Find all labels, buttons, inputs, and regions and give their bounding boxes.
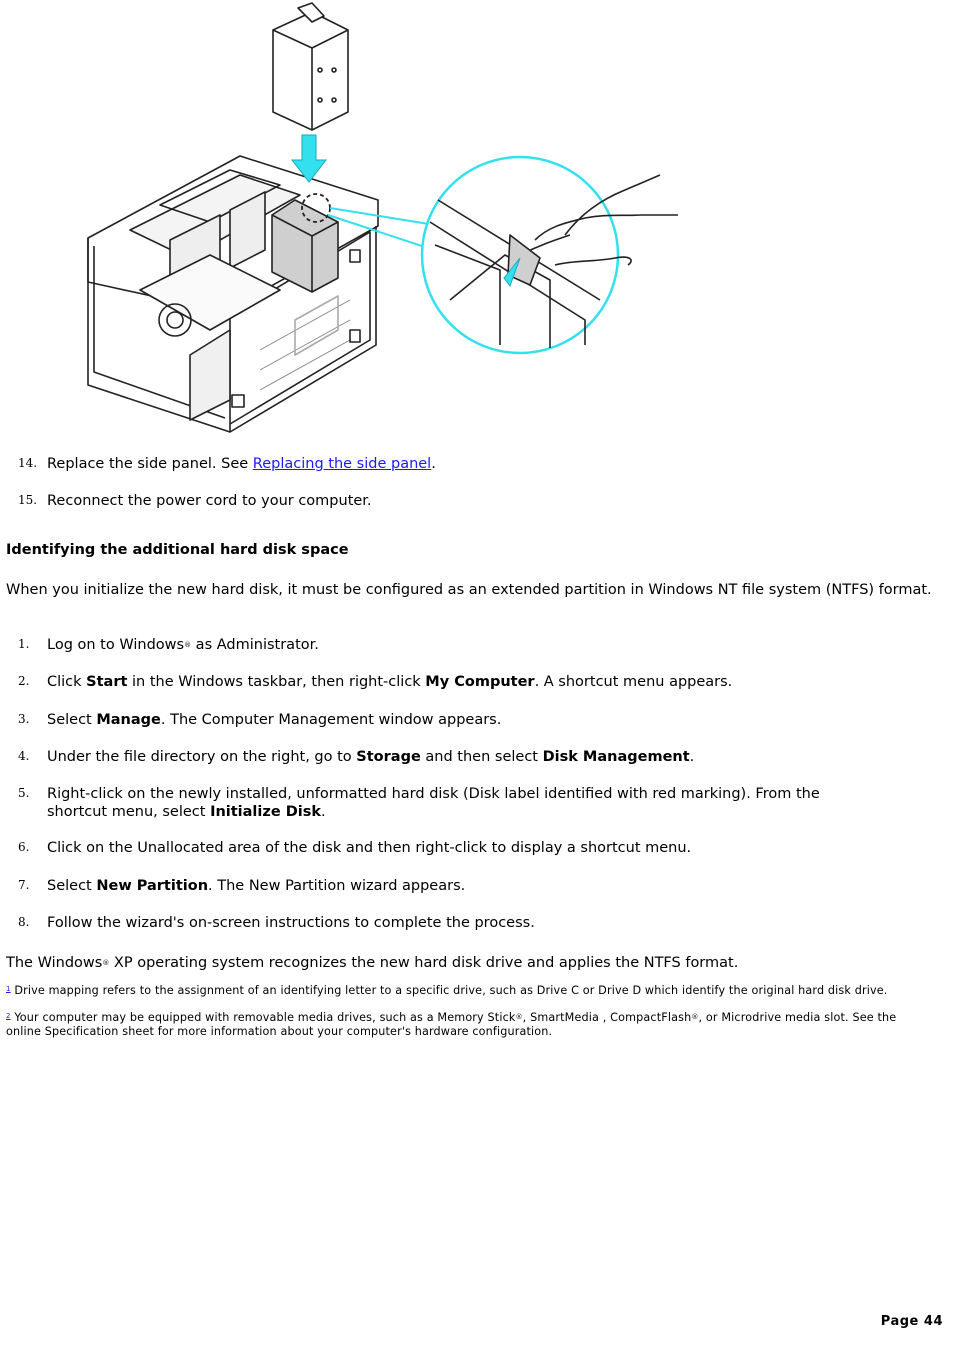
page-number: Page 44	[880, 1314, 943, 1329]
footnote-2-marker[interactable]: 2	[6, 1012, 11, 1020]
replacing-side-panel-link[interactable]: Replacing the side panel	[252, 456, 432, 472]
step-text-part: Click	[47, 674, 87, 690]
step-text: Reconnect the power cord to your computer.	[47, 493, 372, 509]
step-text-pre: Replace the side panel. See	[47, 456, 253, 472]
step-text-part: Select	[47, 878, 97, 894]
step-bold-term: Initialize Disk	[210, 804, 321, 820]
step-text-part: .	[320, 804, 326, 820]
step-bold-term: Disk Management	[542, 749, 690, 765]
step-text-part: Under the file directory on the right, go to	[47, 749, 357, 765]
step-number: 8.	[18, 915, 30, 929]
footnote-line	[6, 1009, 946, 1025]
step-text-part: as Administrator.	[191, 637, 319, 653]
step-text-part: in the Windows taskbar, then right-click	[127, 674, 426, 690]
step-number: 15.	[18, 493, 38, 507]
step-text	[47, 785, 820, 821]
step-text	[47, 673, 732, 691]
step-text	[47, 748, 694, 766]
step-text-part: .	[689, 749, 695, 765]
step-number: 4.	[18, 749, 30, 763]
footnote-2	[6, 1009, 946, 1039]
step-bold-term: New Partition	[96, 878, 209, 894]
footnote-text: Your computer may be equipped with removable media drives, such as a Memory Stick	[10, 1011, 516, 1024]
footnote-text: Drive mapping refers to the assignment of an identifying letter to a specific drive, such as Drive C or Drive D which identify the original hard disk drive.	[10, 984, 888, 997]
computer-chassis-drawing	[80, 0, 700, 440]
step-number: 6.	[18, 840, 30, 854]
step-number: 2.	[18, 674, 30, 688]
step-text-line: Right-click on the newly installed, unformatted hard disk (Disk label identified with red marking). From the	[47, 786, 820, 802]
step-text	[47, 636, 319, 654]
footnote-line: online Specification sheet for more information about your computer's hardware configuration.	[6, 1025, 553, 1038]
step-number: 7.	[18, 878, 30, 892]
registered-mark: ®	[184, 641, 192, 649]
step-text-part: . The Computer Management window appears.	[160, 712, 502, 728]
step-text-part: shortcut menu, select	[47, 804, 211, 820]
step-text-part: . A shortcut menu appears.	[534, 674, 733, 690]
step-number: 3.	[18, 712, 30, 726]
step-text	[47, 455, 436, 473]
closing-paragraph	[6, 954, 738, 972]
footnote-1	[6, 982, 888, 998]
step-text-line	[47, 803, 820, 821]
step-number: 5.	[18, 786, 30, 800]
registered-mark: ®	[102, 959, 110, 967]
step-text-part: and then select	[420, 749, 543, 765]
step-bold-term: Manage	[96, 712, 161, 728]
step-text-post: .	[431, 456, 436, 472]
step-bold-term: Storage	[356, 749, 421, 765]
section-intro: When you initialize the new hard disk, it must be configured as an extended partition in Windows NT file system (NTFS) format.	[6, 582, 932, 598]
closing-text-part: The Windows	[6, 955, 103, 971]
registered-mark: ®	[691, 1013, 699, 1021]
hard-disk-installation-illustration	[80, 0, 700, 440]
closing-text-part: XP operating system recognizes the new hard disk drive and applies the NTFS format.	[109, 955, 739, 971]
section-heading: Identifying the additional hard disk space	[6, 542, 349, 558]
step-text	[47, 711, 501, 729]
step-text: Click on the Unallocated area of the disk and then right-click to display a shortcut menu.	[47, 840, 692, 856]
step-number: 14.	[18, 456, 38, 470]
step-text-part: . The New Partition wizard appears.	[208, 878, 466, 894]
step-text: Follow the wizard's on-screen instructions to complete the process.	[47, 915, 535, 931]
footnote-1-marker[interactable]: 1	[6, 985, 11, 993]
footnote-text: , SmartMedia , CompactFlash	[522, 1011, 692, 1024]
footnote-text: , or Microdrive media slot. See the	[698, 1011, 897, 1024]
step-text	[47, 877, 465, 895]
step-number: 1.	[18, 637, 30, 651]
registered-mark: ®	[515, 1013, 523, 1021]
step-text-part: Log on to Windows	[47, 637, 185, 653]
step-bold-term: My Computer	[425, 674, 535, 690]
step-text-part: Select	[47, 712, 97, 728]
step-bold-term: Start	[86, 674, 128, 690]
